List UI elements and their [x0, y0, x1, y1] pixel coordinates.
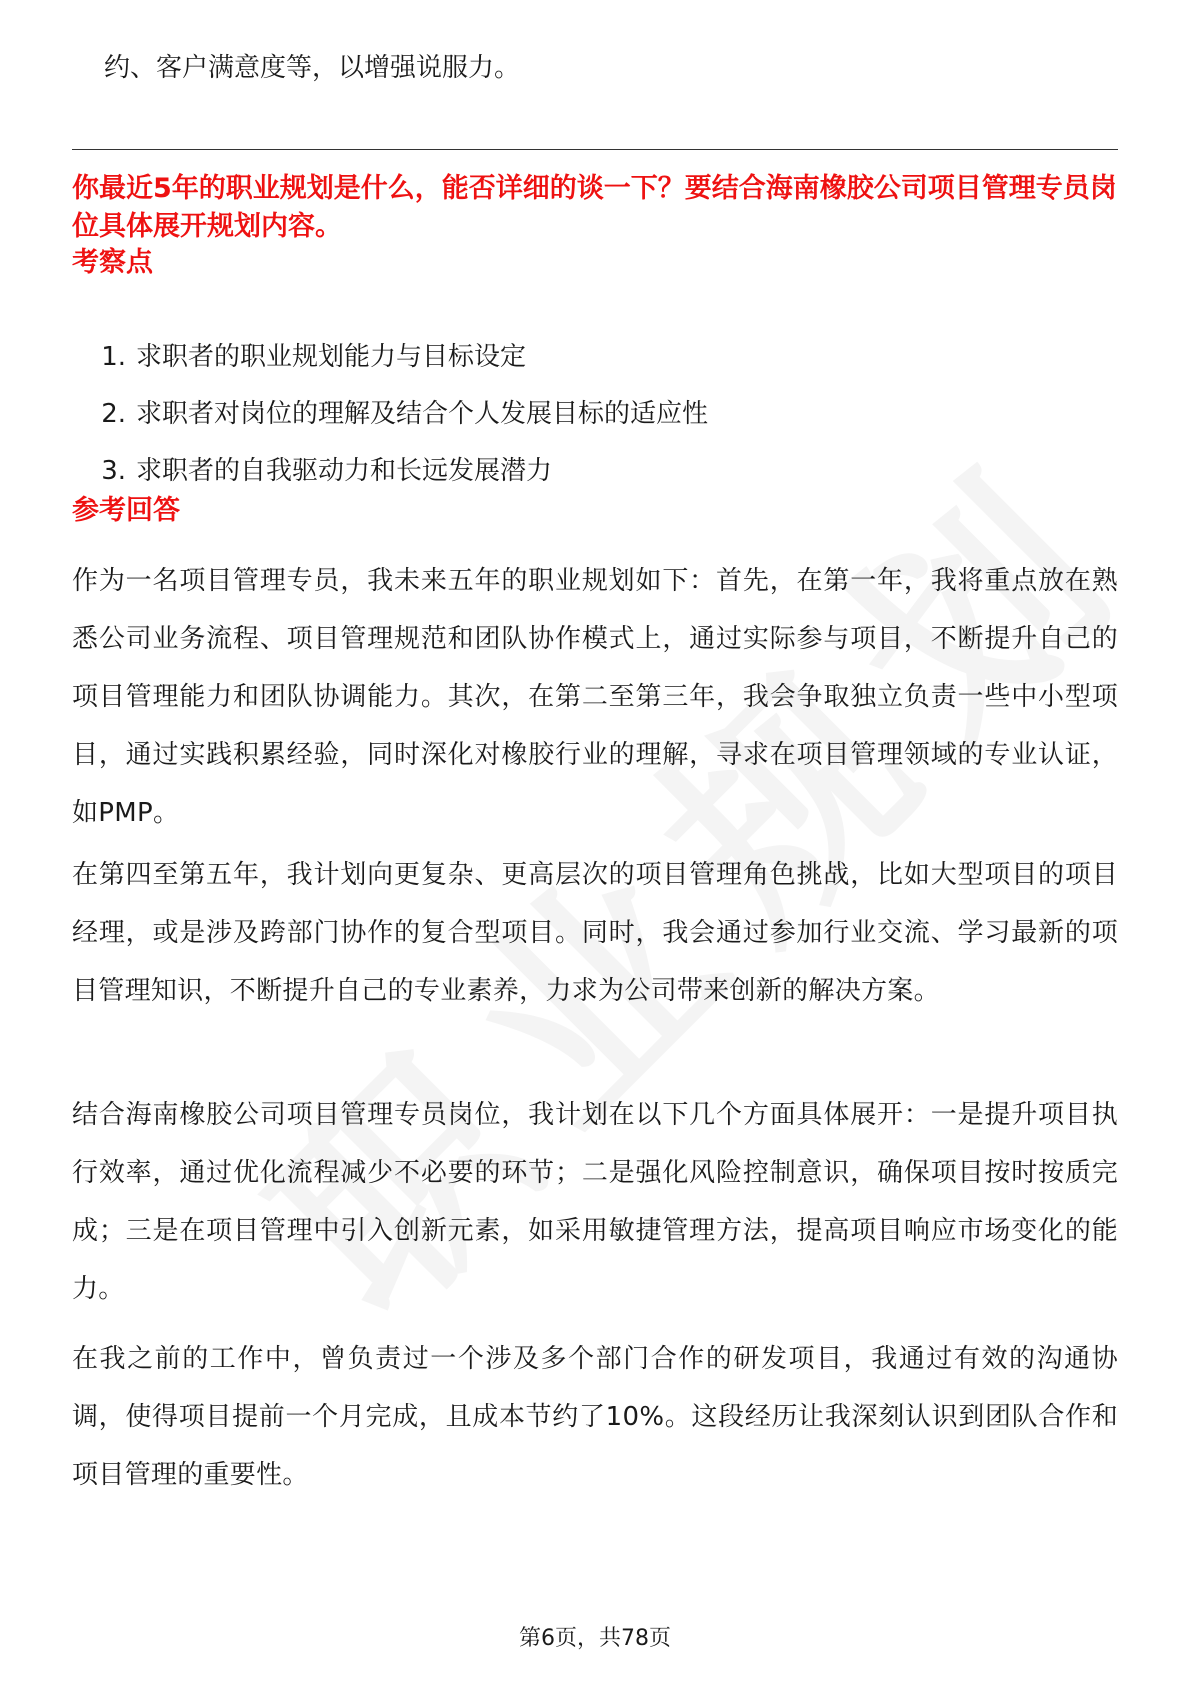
- answer-paragraph-2: [72, 846, 1118, 1020]
- paragraph-text: 结合海南橡胶公司项目管理专员岗位，我计划在以下几个方面具体展开：一是提升项目执行效率，通过优化流程减少不必要的环节；二是强化风险控制意识，确保项目按时按质完成；三是在项目管理中引入创新元素，如采用敏捷管理方法，提高项目响应市场变化的能力。: [72, 1100, 1118, 1304]
- list-item-text: 求职者对岗位的理解及结合个人发展目标的适应性: [136, 399, 709, 429]
- list-item-text: 求职者的职业规划能力与目标设定: [136, 342, 527, 372]
- focus-points-list: [72, 338, 1118, 509]
- divider: [72, 149, 1118, 150]
- question-heading: 你最近5年的职业规划是什么，能否详细的谈一下？要结合海南橡胶公司项目管理专员岗位具体展开规划内容。: [72, 173, 1117, 242]
- answer-paragraph-4: [72, 1330, 1118, 1504]
- list-item-number: 3.: [101, 456, 126, 486]
- paragraph-text: 作为一名项目管理专员，我未来五年的职业规划如下：首先，在第一年，我将重点放在熟悉公司业务流程、项目管理规范和团队协作模式上，通过实际参与项目，不断提升自己的项目管理能力和团队协调能力。其次，在第二至第三年，我会争取独立负责一些中小型项目，通过实践积累经验，同时深化对橡胶行业的理解，寻求在项目管理领域的专业认证，如PMP。: [72, 566, 1118, 828]
- paragraph-text: 在我之前的工作中，曾负责过一个涉及多个部门合作的研发项目，我通过有效的沟通协调，使得项目提前一个月完成，且成本节约了10%。这段经历让我深刻认识到团队合作和项目管理的重要性。: [72, 1344, 1118, 1490]
- list-item-number: 2.: [101, 399, 126, 429]
- answer-paragraph-1: [72, 552, 1118, 842]
- focus-section-title: 考察点: [72, 247, 153, 278]
- list-item-text: 求职者的自我驱动力和长远发展潜力: [136, 456, 553, 486]
- page-number-footer: 第6页，共78页: [519, 1626, 671, 1651]
- list-item: [72, 452, 1118, 509]
- list-item-number: 1.: [101, 342, 126, 372]
- answer-paragraph-3: [72, 1086, 1118, 1318]
- paragraph-text: 在第四至第五年，我计划向更复杂、更高层次的项目管理角色挑战，比如大型项目的项目经理，或是涉及跨部门协作的复合型项目。同时，我会通过参加行业交流、学习最新的项目管理知识，不断提升自己的专业素养，力求为公司带来创新的解决方案。: [72, 860, 1118, 1006]
- list-item: [72, 395, 1118, 452]
- list-item: [72, 338, 1118, 395]
- answer-section-title: 参考回答: [72, 495, 180, 526]
- continuation-text: 约、客户满意度等，以增强说服力。: [104, 53, 521, 83]
